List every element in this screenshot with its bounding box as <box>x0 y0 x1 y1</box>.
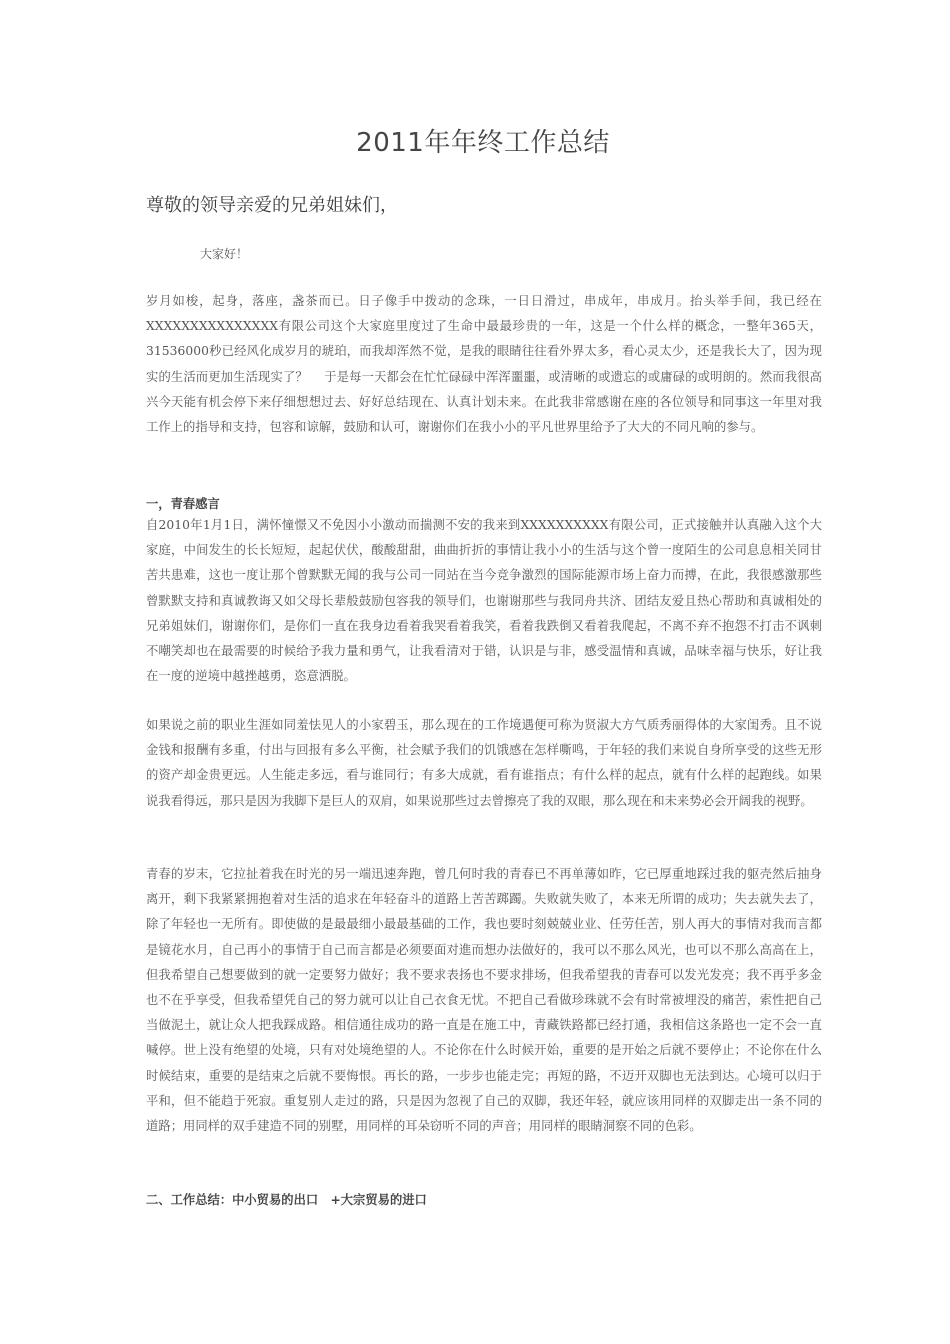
section-heading-youth: 一，青春感言 <box>146 497 220 511</box>
salutation: 尊敬的领导亲爱的兄弟姐妹们， <box>146 195 398 216</box>
document-title: 2011年年终工作总结 <box>356 128 610 158</box>
greeting: 大家好！ <box>200 247 249 261</box>
youth-paragraph-1: 自2010年1月1日，满怀憧憬又不免因小小激动而揣测不安的我来到XXXXXXXXXX有限公司，正式接触并认真融入这个大家庭，中间发生的长长短短，起起伏伏，酸酸甜甜，曲曲折折的事情让我小小的生活与这个曾一度陌生的公司息息相关同甘苦共患难，这也一度让那个曾默默无闻的我与公司一同站在当今竞争激烈的国际能源市场上奋力而搏，在此，我很感激那些曾默默支持和真诚教诲又如父母长辈般鼓励包容我的领导们，也谢谢那些与我同舟共济、团结友爱且热心帮助和真诚相处的兄弟姐妹们，谢谢你们，是你们一直在我身边看着我哭看着我笑，看着我跌倒又看着我爬起，不离不弃不抱怨不打击不讽刺不嘲笑却也在最需要的时候给予我力量和勇气，让我看清对于错，认识是与非，感受温情和真诚，品味幸福与快乐，好让我在一度的逆境中越挫越勇，恣意洒脱。 <box>146 518 822 684</box>
youth-paragraph-2: 如果说之前的职业生涯如同羞怯见人的小家碧玉，那么现在的工作境遇便可称为贤淑大方气质秀丽得体的大家闺秀。且不说金钱和报酬有多重，付出与回报有多么平衡，社会赋予我们的饥饿感在怎样嘶鸣，于年轻的我们来说自身所享受的这些无形的资产却金贵更远。人生能走多远，看与谁同行；有多大成就，看有谁指点；有什么样的起点，就有什么样的起跑线。如果说我看得远，那只是因为我脚下是巨人的双肩，如果说那些过去曾擦亮了我的双眼，那么现在和未来势必会开阔我的视野。 <box>146 718 822 808</box>
section-heading-work-summary: 二、工作总结：中小贸易的出口 +大宗贸易的进口 <box>146 1193 427 1207</box>
intro-paragraph: 岁月如梭，起身，落座，盏茶而已。日子像手中拨动的念珠，一日日滑过，串成年，串成月。抬头举手间，我已经在XXXXXXXXXXXXXXX有限公司这个大家庭里度过了生命中最最珍贵的一年，这是一个什么样的概念，一整年365天，31536000秒已经风化成岁月的琥珀，而我却浑然不觉，是我的眼睛往往看外界太多，看心灵太少，还是我长大了，因为现实的生活而更加生活现实了？ 于是每一天都会在忙忙碌碌中浑浑噩噩，或清晰的或遗忘的或庸碌的或明朗的。然而我很高兴今天能有机会停下来仔细想想过去、好好总结现在、认真计划未来。在此我非常感谢在座的各位领导和同事这一年里对我工作上的指导和支持，包容和谅解，鼓励和认可，谢谢你们在我小小的平凡世界里给予了大大的不同凡响的参与。 <box>146 294 822 435</box>
youth-paragraph-3: 青春的岁末，它拉扯着我在时光的另一端迅速奔跑，曾几何时我的青春已不再单薄如昨，它已厚重地踩过我的躯壳然后抽身离开，剩下我紧紧拥抱着对生活的追求在年轻奋斗的道路上苦苦踯躅。失败就失败了，本来无所谓的成功；失去就失去了，除了年轻也一无所有。即使做的是最最细小最最基础的工作，我也要时刻兢兢业业、任劳任苦，别人再大的事情对我而言都是镜花水月，自己再小的事情于自己而言都是必须要面对進而想办法做好的，我可以不那么风光，也可以不那么高高在上，但我希望自己想要做到的就一定要努力做好；我不要求表扬也不要求排场，但我希望我的青春可以发光发亮；我不再乎多金也不在乎享受，但我希望凭自己的努力就可以让自己衣食无忧。不把自己看做珍珠就不会有时常被埋没的痛苦，索性把自己当做泥土，就让众人把我踩成路。相信通往成功的路一直是在施工中，青藏铁路都已经打通，我相信这条路也一定不会一直喊停。世上没有绝望的处境，只有对处境绝望的人。不论你在什么时候开始，重要的是开始之后就不要停止；不论你在什么时候结束，重要的是结束之后就不要悔恨。再长的路，一步步也能走完；再短的路，不迈开双脚也无法到达。心境可以归于平和，但不能趋于死寂。重复别人走过的路，只是因为忽视了自己的双脚，我还年轻，就应该用同样的双脚走出一条不同的道路；用同样的双手建造不同的别墅，用同样的耳朵窃听不同的声音；用同样的眼睛洞察不同的色彩。 <box>146 867 822 1134</box>
